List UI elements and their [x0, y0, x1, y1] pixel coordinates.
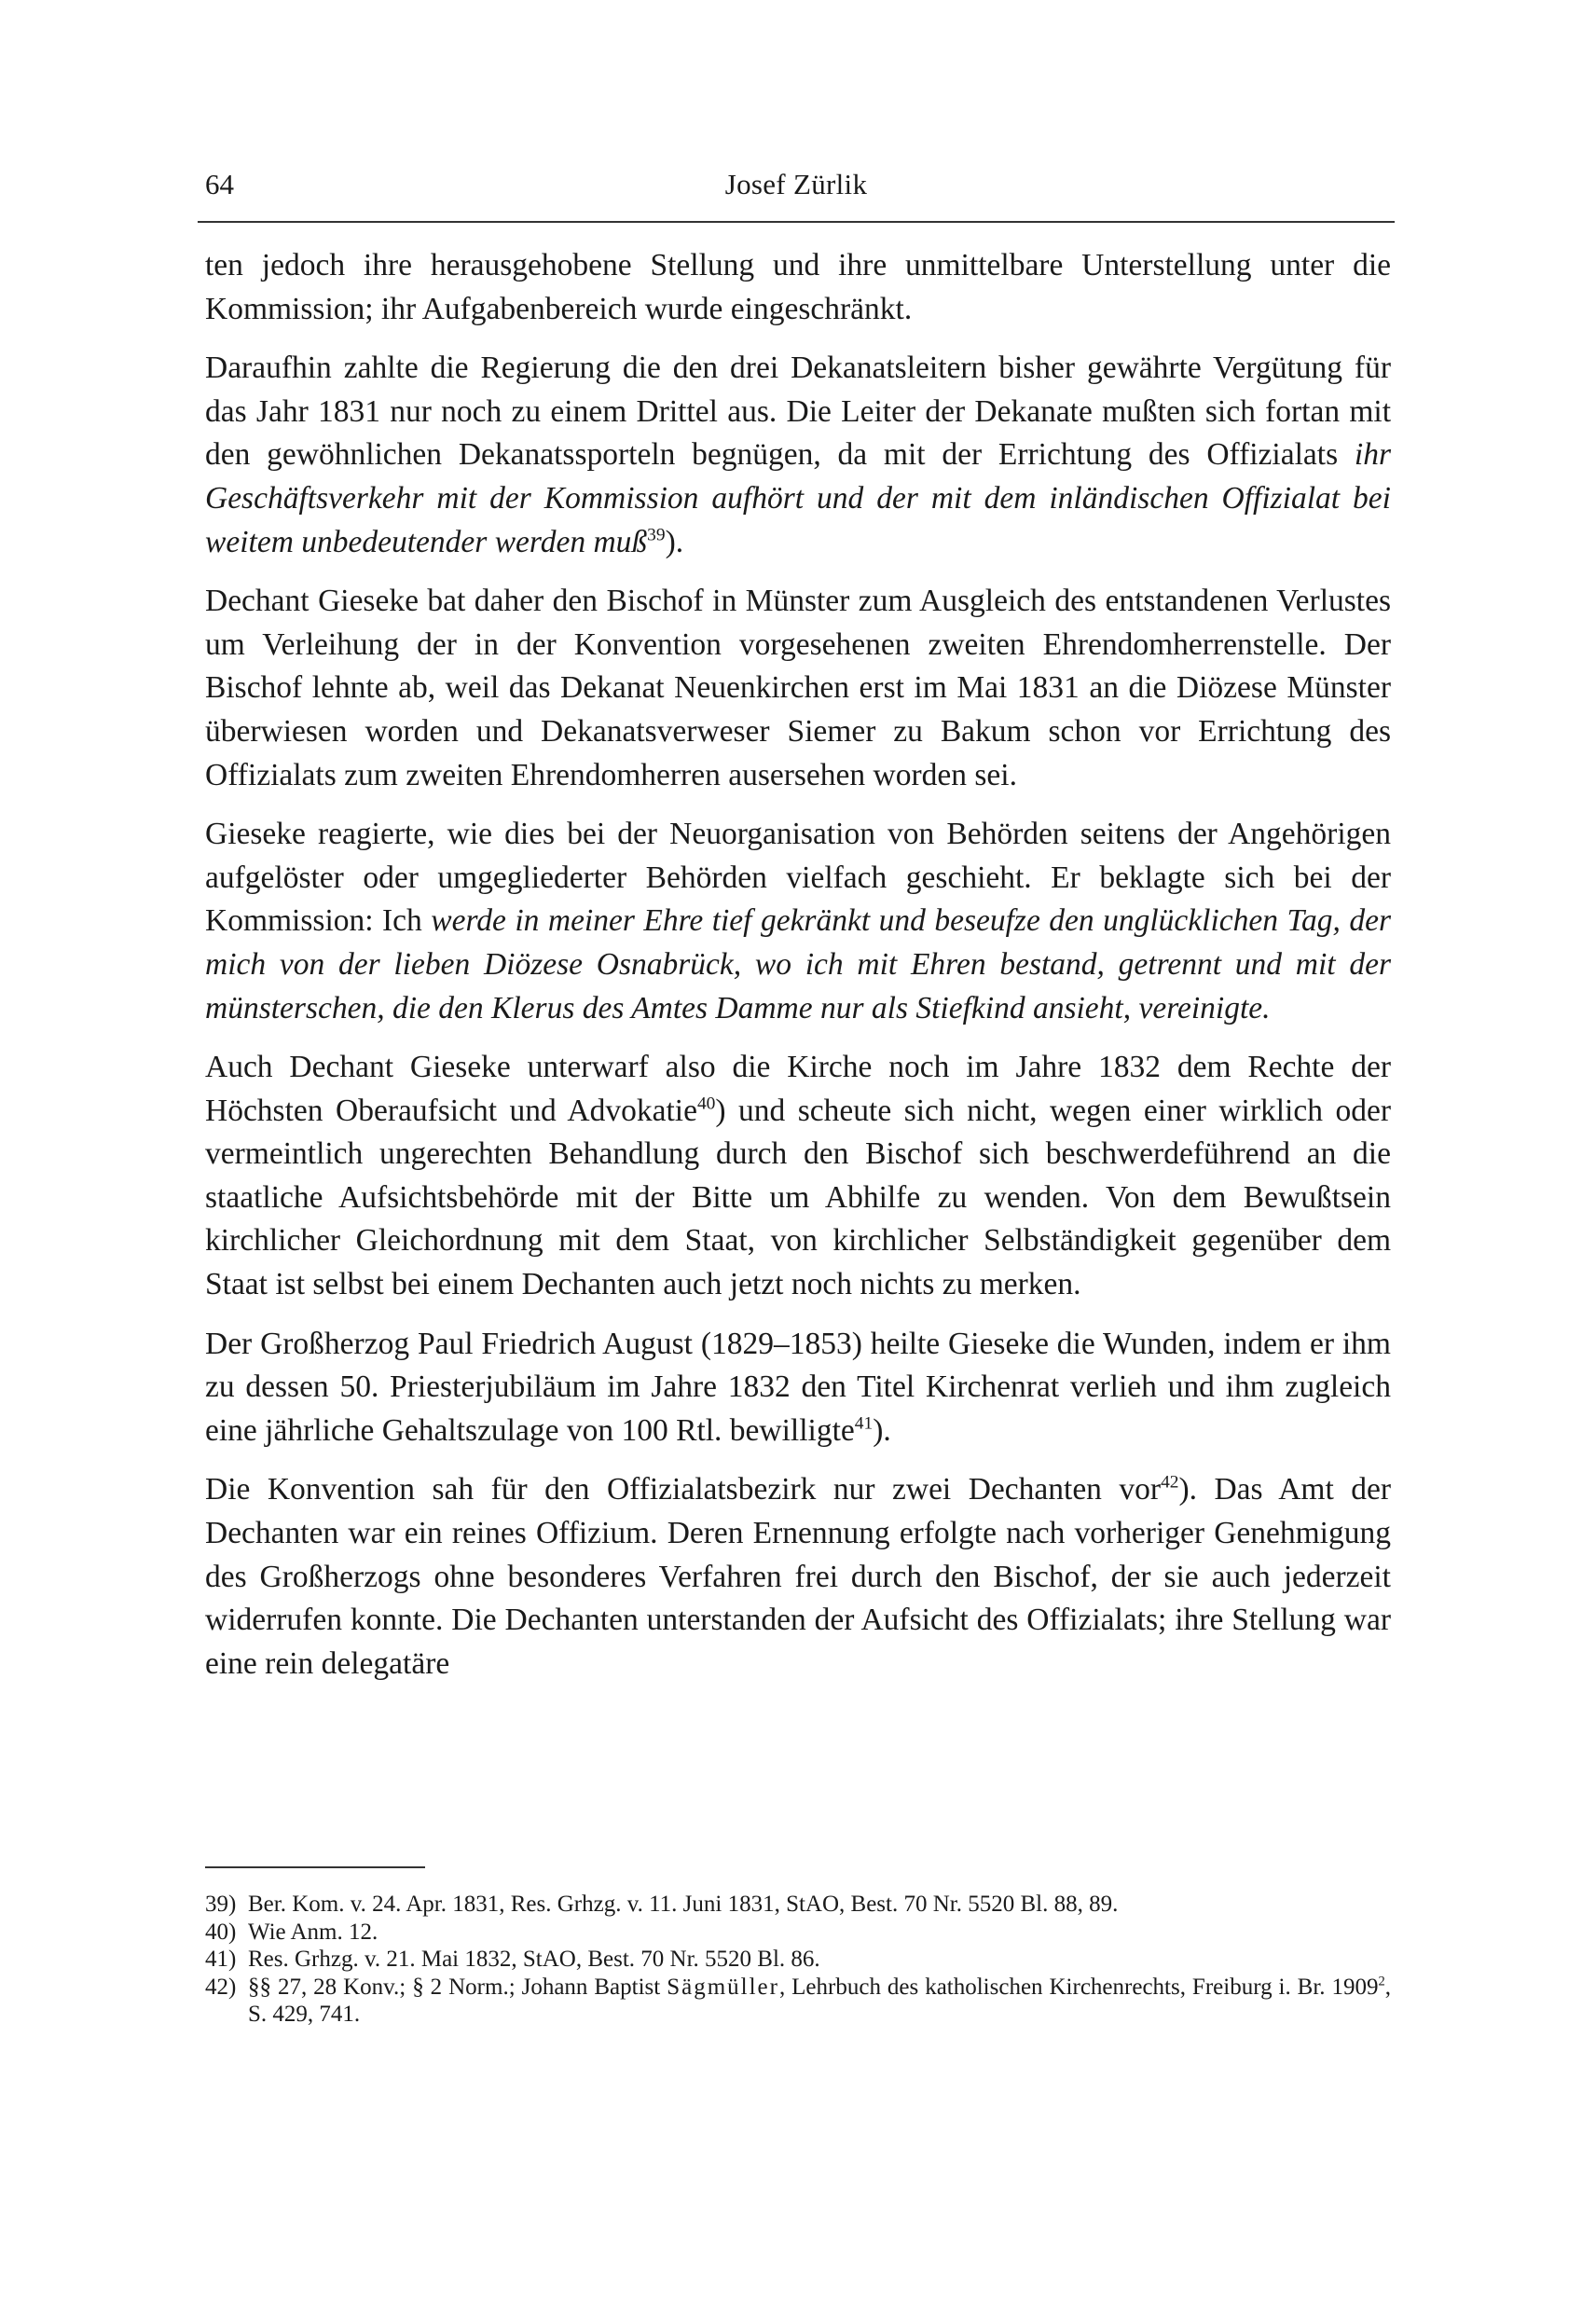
paragraph: ten jedoch ihre herausgehobene Stellung und ihre unmittelbare Unterstellung unter die Kommission; ihr Aufgabenbereich wurde eingeschränkt.	[205, 248, 1391, 326]
running-head: Josef Zürlik	[724, 168, 868, 200]
footnote: 42) §§ 27, 28 Konv.; § 2 Norm.; Johann Baptist Sägmüller, Lehrbuch des katholischen Kirchenrechts, Freiburg i. Br. 1909$^2$, S. 429, 741.	[205, 1974, 1392, 2027]
footnote: 40) Wie Anm. 12.	[205, 1919, 378, 1945]
italic-quote: werde in meiner Ehre tief gekränkt und beseufze den unglücklichen Tag, der mich von der lieben Diözese Osnabrück, wo ich mit Ehren bestand, getrennt und mit der münsterschen, die den Klerus des Amtes Damme nur als Stiefkind ansieht, vereinigte.	[205, 903, 1392, 1025]
footnote-ref: 41	[854, 1413, 874, 1434]
author-name: Sägmüller	[667, 1974, 779, 2000]
footnote: 41) Res. Grhzg. v. 21. Mai 1832, StAO, Best. 70 Nr. 5520 Bl. 86.	[205, 1947, 820, 1972]
page-header	[198, 166, 1395, 207]
document-page	[198, 0, 1395, 2312]
footnote-mark: 39)	[205, 1892, 237, 1917]
paragraph: Auch Dechant Gieseke unterwarf also die Kirche noch im Jahre 1832 dem Rechte der Höchsten Oberaufsicht und Advokatie$^{40}$) und scheute sich nicht, wegen einer wirklich oder vermeintlich ungerechten Behandlung durch den Bischof sich beschwerdeführend an die staatliche Aufsichtsbehörde mit der Bitte um Abhilfe zu wenden. Von dem Bewußtsein kirchlicher Gleichordnung mit dem Staat, von kirchlicher Selbständigkeit gegenüber dem Staat ist selbst bei einem Dechanten auch jetzt noch nichts zu merken.	[205, 1050, 1391, 1302]
footnote-ref: 42	[1161, 1472, 1179, 1493]
header-rule	[198, 221, 1395, 223]
page-number: 64	[205, 168, 234, 200]
footnote-mark: 40)	[205, 1919, 237, 1945]
paragraph: Dechant Gieseke bat daher den Bischof in Münster zum Ausgleich des entstandenen Verlustes um Verleihung der in der Konvention vorgesehenen zweiten Ehrendomherrenstelle. Der Bischof lehnte ab, weil das Dekanat Neuenkirchen erst im Mai 1831 an die Diözese Münster überwiesen worden und Dekanatsverweser Siemer zu Bakum schon vor Errichtung des Offizialats zum zweiten Ehrendomherren ausersehen worden sei.	[205, 584, 1391, 792]
footnote-mark: 42)	[205, 1974, 237, 2000]
paragraph: Daraufhin zahlte die Regierung die den drei Dekanatsleitern bisher gewährte Vergütung für das Jahr 1831 nur noch zu einem Drittel aus. Die Leiter der Dekanate mußten sich fortan mit den gewöhnlichen Dekanatssporteln begnügen, da mit der Errichtung des Offizialats ihr Geschäftsverkehr mit der Kommission aufhört und der mit dem inländischen Offizialat bei weitem unbedeutender werden muß$^{39}$).	[205, 351, 1391, 559]
footnotes	[205, 1891, 1391, 2029]
footnote: 39) Ber. Kom. v. 24. Apr. 1831, Res. Grhzg. v. 11. Juni 1831, StAO, Best. 70 Nr. 5520 Bl. 88, 89.	[205, 1892, 1119, 1917]
paragraph: Die Konvention sah für den Offizialatsbezirk nur zwei Dechanten vor$^{42}$). Das Amt der Dechanten war ein reines Offizium. Deren Ernennung erfolgte nach vorheriger Genehmigung des Großherzogs ohne besonderes Verfahren frei durch den Bischof, der sie auch jederzeit widerrufen konnte. Die Dechanten unterstanden der Aufsicht des Offizialats; ihre Stellung war eine rein delegatäre	[205, 1472, 1391, 1681]
body-text	[205, 244, 1391, 1701]
paragraph: Der Großherzog Paul Friedrich August (1829–1853) heilte Gieseke die Wunden, indem er ihm zu dessen 50. Priesterjubiläum im Jahre 1832 den Titel Kirchenrat verlieh und ihm zugleich eine jährliche Gehaltszulage von 100 Rtl. bewilligte$^{41}$).	[205, 1326, 1391, 1448]
edition-superscript: 2	[1378, 1974, 1385, 1989]
footnote-ref: 39	[647, 524, 666, 544]
paragraph: Gieseke reagierte, wie dies bei der Neuorganisation von Behörden seitens der Angehörigen aufgelöster oder umgegliederter Behörden vielfach geschieht. Er beklagte sich bei der Kommission: Ich werde in meiner Ehre tief gekränkt und beseufze den unglücklichen Tag, der mich von der lieben Diözese Osnabrück, wo ich mit Ehren bestand, getrennt und mit der münsterschen, die den Klerus des Amtes Damme nur als Stiefkind ansieht, vereinigte.	[205, 817, 1392, 1025]
italic-quote: ihr Geschäftsverkehr mit der Kommission aufhört und der mit dem inländischen Offizialat bei weitem unbedeutender werden muß	[205, 437, 1391, 559]
footnote-ref: 40	[696, 1094, 716, 1114]
footnote-mark: 41)	[205, 1947, 237, 1972]
footnote-rule	[205, 1866, 425, 1868]
